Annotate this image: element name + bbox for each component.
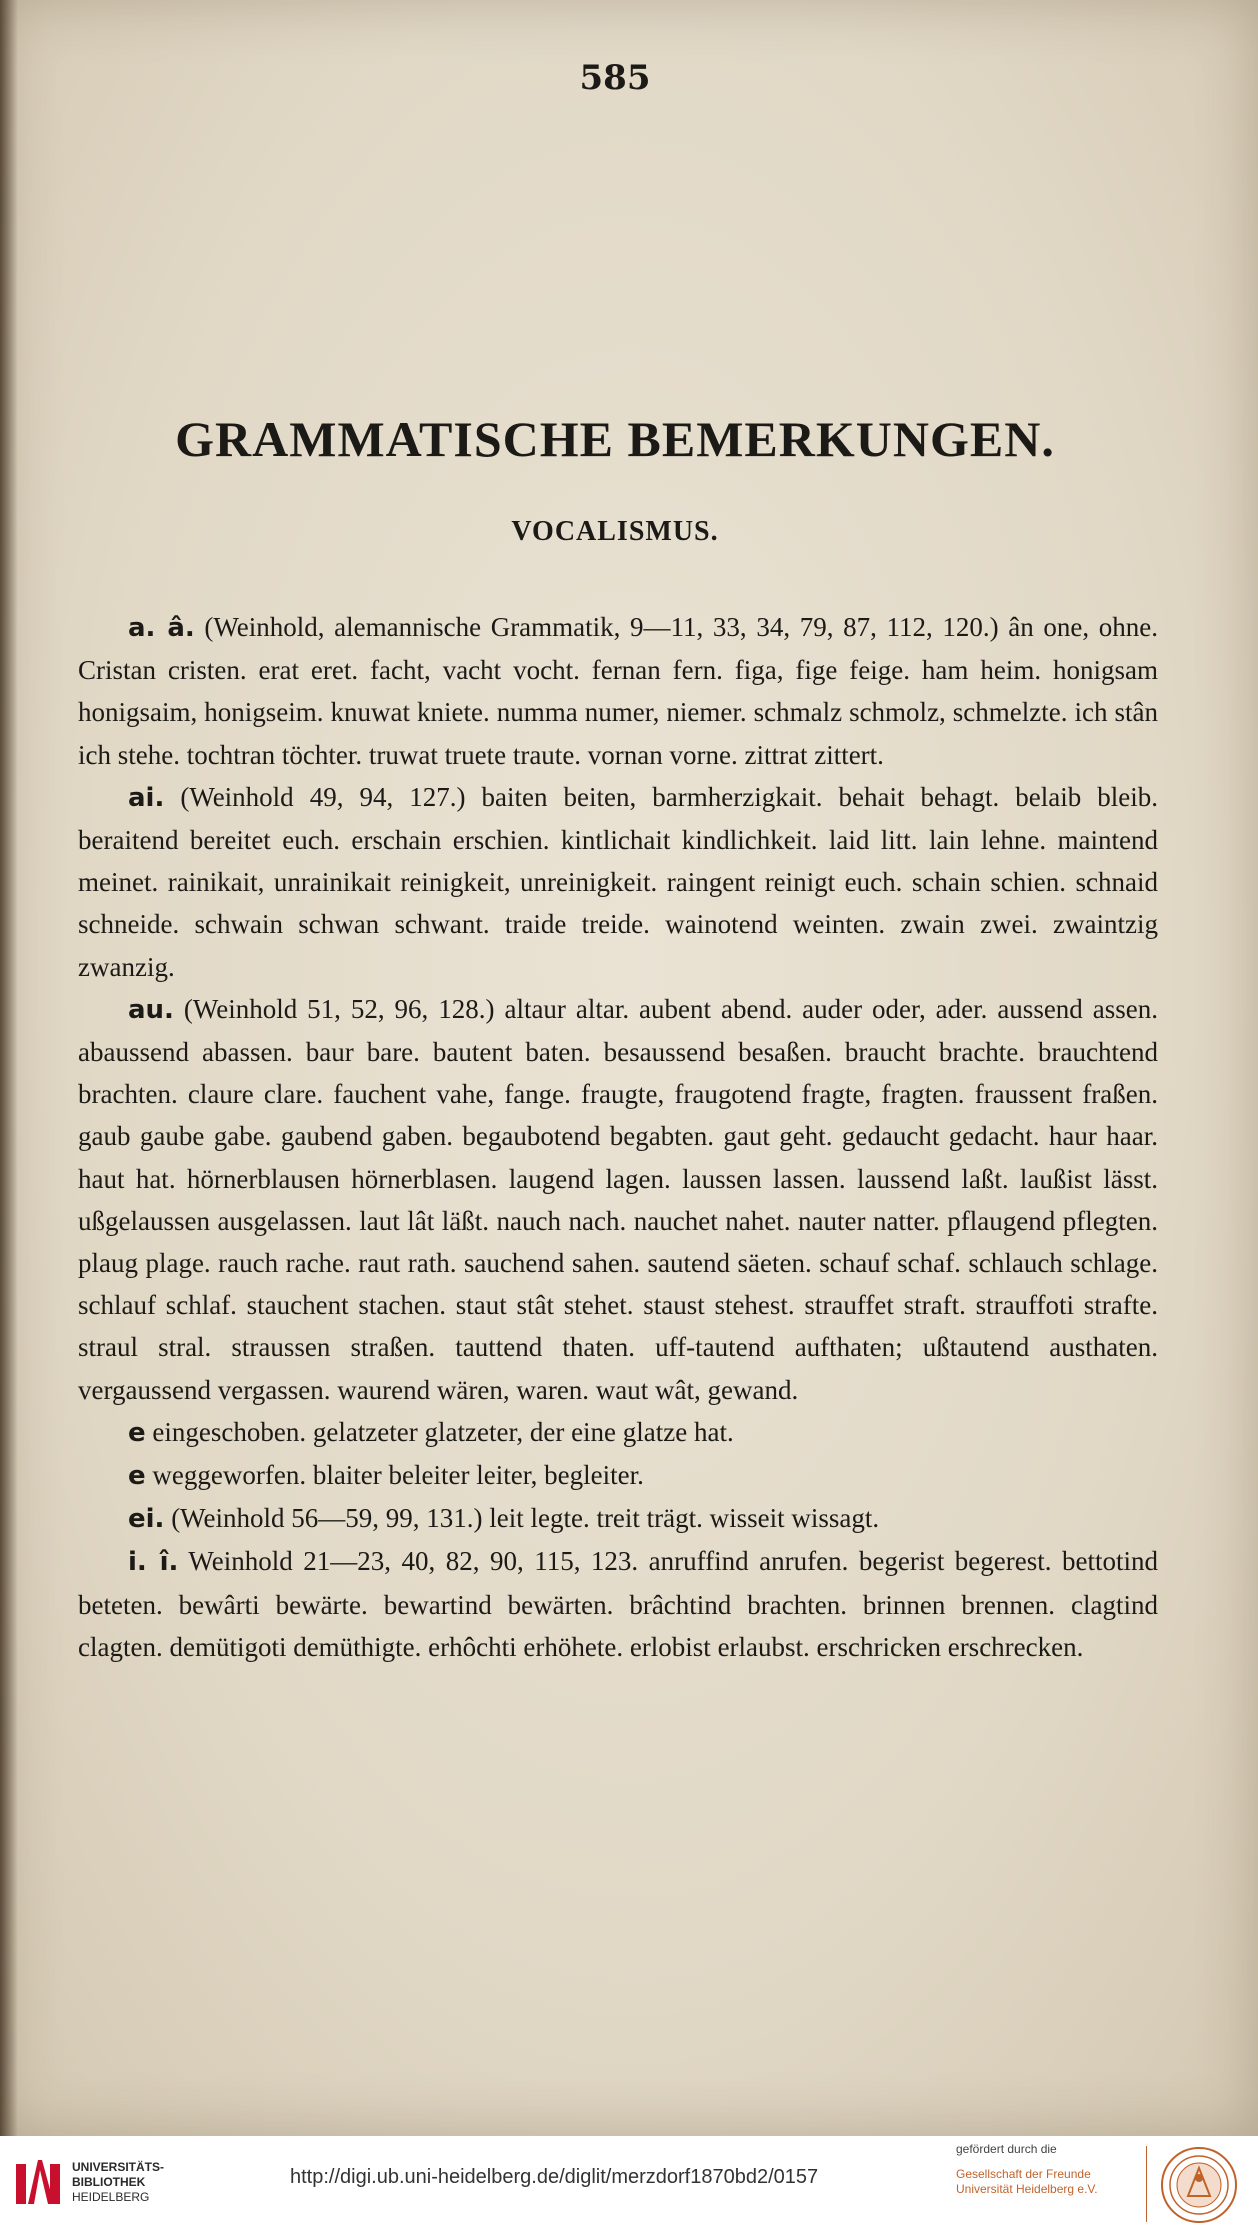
university-seal-icon	[1160, 2146, 1238, 2224]
sponsor-org-line2: Universität Heidelberg e.V.	[956, 2182, 1098, 2196]
lemma-e: e	[128, 1417, 146, 1448]
lemma-e: e	[128, 1461, 146, 1492]
paragraph-i	[78, 1540, 1158, 1668]
paragraph-text: (Weinhold, alemannische Grammatik, 9—11, 33, 34, 79, 87, 112, 120.) ân one, ohne. Cristan cristen. erat eret. facht, vacht vocht. fernan fern. figa, fige feige. ham heim. honigsam honigsaim, honigseim. knuwat kniete. numma numer, niemer. schmalz schmolz, schmelzte. ich stân ich stehe. tochtran töchter. truwat truete traute. vornan vorne. zittrat zittert.	[78, 612, 1158, 770]
paragraph-a	[78, 606, 1158, 776]
body-text	[78, 606, 1158, 1668]
library-name	[72, 2160, 164, 2205]
paragraph-au	[78, 988, 1158, 1411]
library-name-line1: UNIVERSITÄTS-	[72, 2160, 165, 2174]
paragraph-ai	[78, 776, 1158, 988]
lemma-au: au.	[128, 994, 174, 1025]
paragraph-e-eingeschoben	[78, 1411, 1158, 1454]
lemma-a: a. â.	[128, 613, 195, 643]
footer-bar	[0, 2136, 1258, 2229]
paragraph-text: (Weinhold 49, 94, 127.) baiten beiten, barmherzigkait. behait behagt. belaib bleib. beraitend bereitet euch. erschain erschien. kintlichait kindlichkeit. laid litt. lain lehne. maintend meinet. rainikait, unrainikait reinigkeit, unreinigkeit. raingent reinigt euch. schain schien. schnaid schneide. schwain schwan schwant. traide treide. wainotend weinten. zwain zwei. zwaintzig zwanzig.	[78, 781, 1158, 982]
library-name-line3: HEIDELBERG	[72, 2190, 150, 2204]
permalink-url[interactable]: http://digi.ub.uni-heidelberg.de/diglit/merzdorf1870bd2/0157	[290, 2166, 819, 2188]
lemma-i: i. î.	[128, 1547, 179, 1578]
paragraph-e-weggeworfen	[78, 1454, 1158, 1497]
sponsor-org-line1: Gesellschaft der Freunde	[956, 2167, 1091, 2181]
sponsor-label: gefördert durch die	[956, 2142, 1057, 2156]
lemma-ei: ei.	[128, 1504, 165, 1535]
page-title: GRAMMATISCHE BEMERKUNGEN.	[175, 411, 1055, 467]
sponsor-divider	[1146, 2146, 1147, 2222]
paragraph-text: eingeschoben. gelatzeter glatzeter, der eine glatze hat.	[145, 1416, 734, 1447]
library-name-line2: BIBLIOTHEK	[72, 2175, 146, 2189]
paragraph-text: (Weinhold 51, 52, 96, 128.) altaur altar. aubent abend. auder oder, ader. aussend assen. abaussend abassen. baur bare. bautent baten. besaussend besaßen. braucht brachte. brauchtend brachten. claure clare. fauchent vahe, fange. fraugte, fraugotend fragte, fragten. fraussent fraßen. gaub gaube gabe. gaubend gaben. begaubotend begabten. gaut geht. gedaucht gedacht. haur haar. haut hat. hörnerblausen hörnerblasen. laugend lagen. laussen lassen. laussend laßt. laußist lässt. ußgelaussen ausgelassen. laut lât läßt. nauch nach. nauchet nahet. nauter natter. pflaugend pflegten. plaug plage. rauch rache. raut rath. sauchend sahen. sautend säeten. schauf schaf. schlauch schlage. schlauf schlaf. stauchent stachen. staut stât stehet. staust stehest. strauffet straft. strauffoti strafte. straul stral. straussen straßen. tauttend thaten. uff-tautend aufthaten; ußtautend austhaten. vergaussend vergassen. waurend wären, waren. waut wât, gewand.	[78, 993, 1158, 1405]
library-logo-icon	[14, 2156, 64, 2208]
paragraph-ei	[78, 1497, 1158, 1540]
paragraph-text: weggeworfen. blaiter beleiter leiter, begleiter.	[145, 1460, 644, 1491]
paragraph-text: Weinhold 21—23, 40, 82, 90, 115, 123. anruffind anrufen. begerist begerest. bettotind beteten. bewârti bewärte. bewartind bewärten. brâchtind brachten. brinnen brennen. clagtind clagten. demütigoti demüthigte. erhôchti erhöhete. erlobist erlaubst. erschricken erschrecken.	[78, 1546, 1158, 1662]
paragraph-text: (Weinhold 56—59, 99, 131.) leit legte. treit trägt. wisseit wissagt.	[164, 1503, 880, 1534]
section-heading: VOCALISMUS.	[511, 516, 719, 547]
sponsor-block	[956, 2142, 1152, 2197]
lemma-ai: ai.	[128, 782, 165, 813]
page-number: 585	[579, 58, 651, 98]
